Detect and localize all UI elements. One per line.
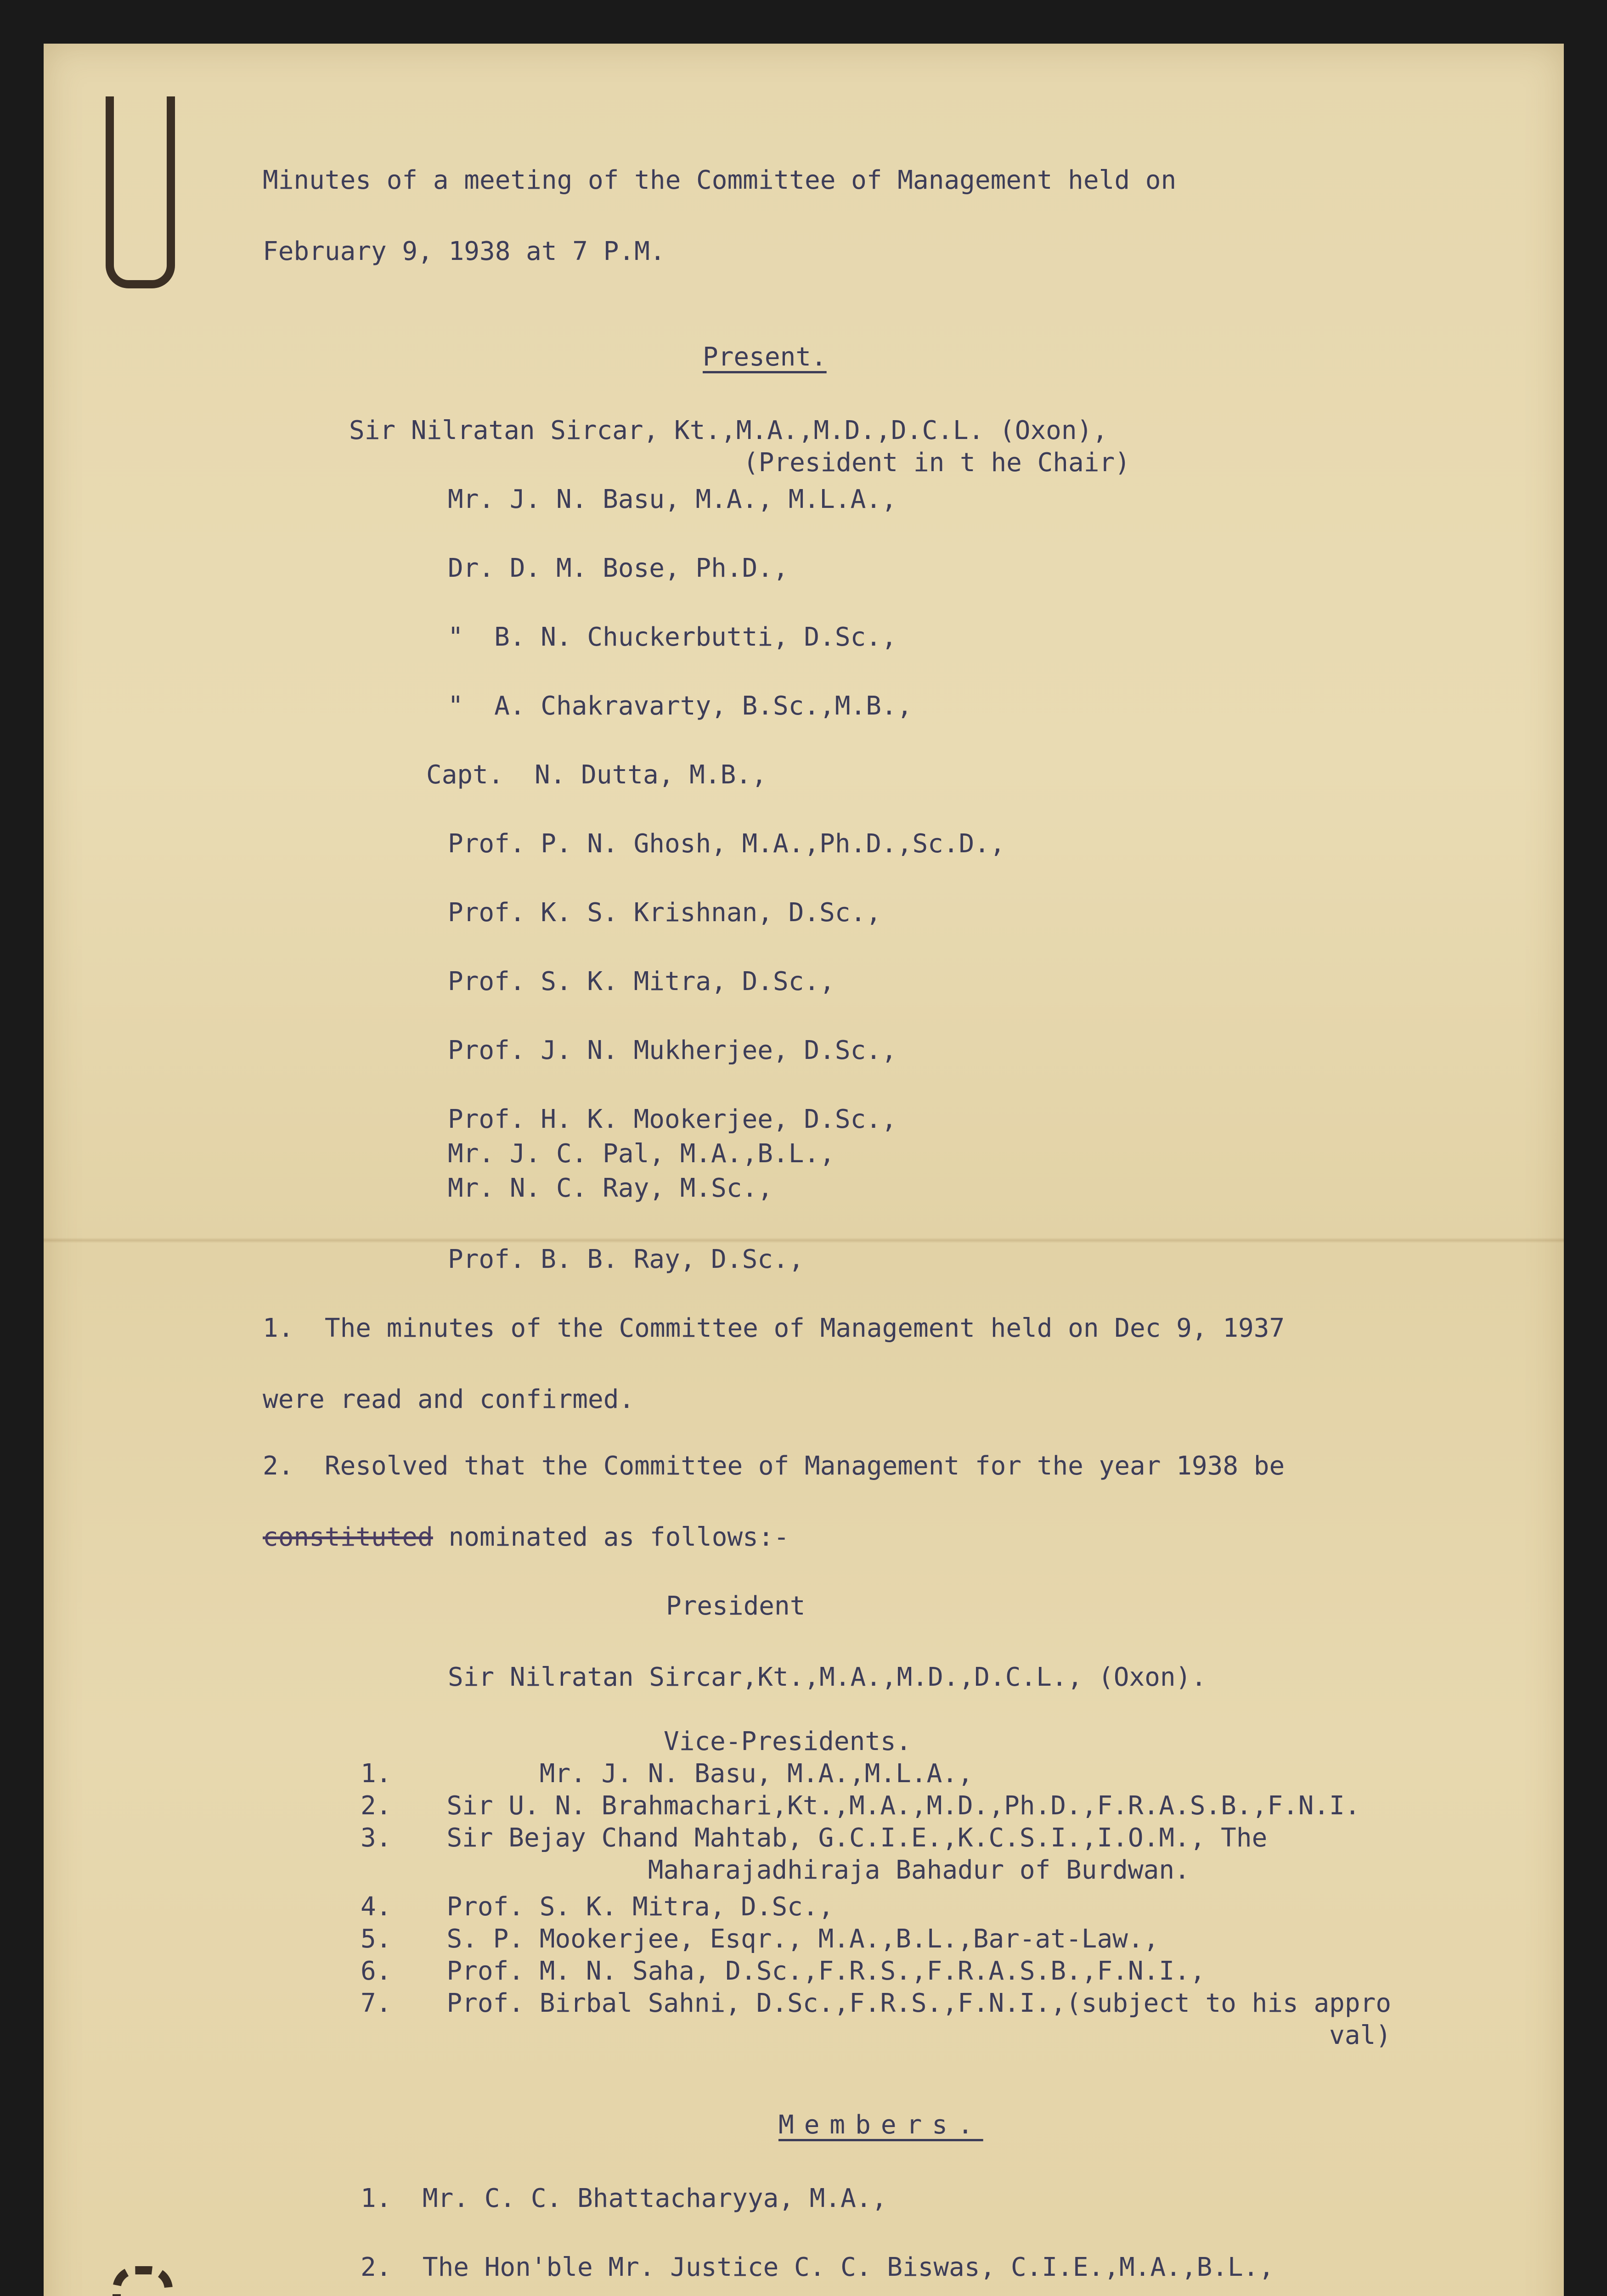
- attendee: Prof. P. N. Ghosh, M.A.,Ph.D.,Sc.D.,: [448, 829, 1005, 859]
- vice-president-row: 4. Prof. S. K. Mitra, D.Sc.,: [361, 1892, 834, 1922]
- paper-clip-bottom: [113, 2266, 173, 2296]
- member-row: 2. The Hon'ble Mr. Justice C. C. Biswas, C.I.E.,M.A.,B.L.,: [361, 2252, 1274, 2282]
- heading-line-2: February 9, 1938 at 7 P.M.: [263, 236, 665, 266]
- vice-president-row: 1. Mr. J. N. Basu, M.A.,M.L.A.,: [361, 1759, 973, 1789]
- item-1-line-1: 1. The minutes of the Committee of Management held on Dec 9, 1937: [263, 1313, 1285, 1343]
- attendee: Prof. B. B. Ray, D.Sc.,: [448, 1244, 804, 1274]
- item-2-rest: nominated as follows:-: [433, 1522, 789, 1552]
- members-title: Members.: [778, 2110, 983, 2140]
- vice-president-row: 5. S. P. Mookerjee, Esqr., M.A.,B.L.,Bar-at-Law.,: [361, 1924, 1159, 1954]
- item-2-line-1: 2. Resolved that the Committee of Management for the year 1938 be: [263, 1451, 1285, 1481]
- attendee: Capt. N. Dutta, M.B.,: [426, 760, 767, 790]
- vice-president-row: Maharajadhiraja Bahadur of Burdwan.: [446, 1855, 1190, 1885]
- attendee: Prof. K. S. Krishnan, D.Sc.,: [448, 898, 882, 928]
- attendee: Mr. J. N. Basu, M.A., M.L.A.,: [448, 484, 897, 514]
- vice-president-row: val): [446, 2020, 1392, 2050]
- vice-president-row: 6. Prof. M. N. Saha, D.Sc.,F.R.S.,F.R.A.S.B.,F.N.I.,: [361, 1956, 1206, 1986]
- present-chair: Sir Nilratan Sircar, Kt.,M.A.,M.D.,D.C.L. (Oxon),: [349, 416, 1108, 445]
- attendee: Mr. J. C. Pal, M.A.,B.L.,: [448, 1139, 835, 1169]
- paper-clip-top: [106, 96, 175, 288]
- attendee: " A. Chakravarty, B.Sc.,M.B.,: [448, 691, 913, 721]
- member-row: 1. Mr. C. C. Bhattacharyya, M.A.,: [361, 2183, 887, 2213]
- vice-president-row: 3. Sir Bejay Chand Mahtab, G.C.I.E.,K.C.S.I.,I.O.M., The: [361, 1823, 1268, 1853]
- present-title: Present.: [703, 342, 827, 372]
- present-chair-note: (President in t he Chair): [743, 448, 1130, 478]
- attendee: Prof. H. K. Mookerjee, D.Sc.,: [448, 1104, 897, 1134]
- struck-word: constituted: [263, 1522, 433, 1552]
- item-2-line-2: [263, 1522, 789, 1553]
- vice-presidents-title: Vice-Presidents.: [664, 1727, 912, 1756]
- attendee: Mr. N. C. Ray, M.Sc.,: [448, 1173, 773, 1203]
- president-name: Sir Nilratan Sircar,Kt.,M.A.,M.D.,D.C.L., (Oxon).: [448, 1662, 1207, 1692]
- vice-president-row: 2. Sir U. N. Brahmachari,Kt.,M.A.,M.D.,Ph.D.,F.R.A.S.B.,F.N.I.: [361, 1791, 1360, 1821]
- paper-fold: [44, 1238, 1564, 1243]
- item-1-line-2: were read and confirmed.: [263, 1384, 635, 1414]
- attendee: Prof. J. N. Mukherjee, D.Sc.,: [448, 1035, 897, 1065]
- vice-president-row: 7. Prof. Birbal Sahni, D.Sc.,F.R.S.,F.N.I.,(subject to his appro: [361, 1988, 1392, 2018]
- president-title: President: [666, 1591, 806, 1621]
- attendee: Dr. D. M. Bose, Ph.D.,: [448, 553, 789, 583]
- attendee: Prof. S. K. Mitra, D.Sc.,: [448, 967, 835, 996]
- heading-line-1: Minutes of a meeting of the Committee of Management held on: [263, 165, 1177, 195]
- attendee: " B. N. Chuckerbutti, D.Sc.,: [448, 622, 897, 652]
- document-page: [44, 44, 1564, 2296]
